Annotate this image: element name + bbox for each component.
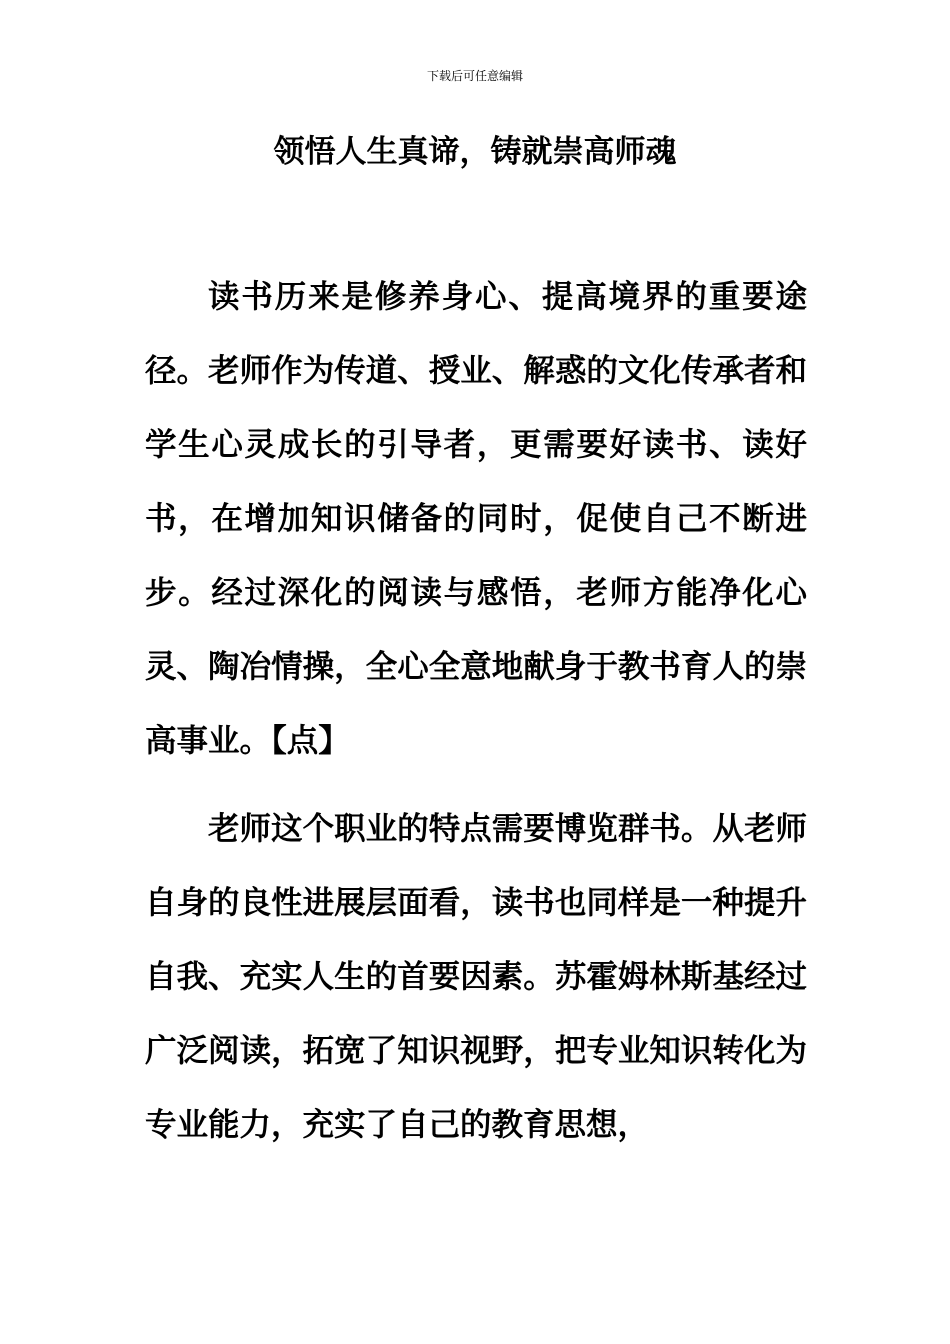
body-paragraph: 读书历来是修养身心、提高境界的重要途径。老师作为传道、授业、解惑的文化传承者和学生心灵成长的引导者，更需要好读书、读好书，在增加知识储备的同时，促使自己不断进步。经过深化的阅读与感悟，老师方能净化心灵、陶冶情操，全心全意地献身于教书育人的崇高事业。【点】	[145, 278, 807, 759]
paragraph-block	[145, 792, 807, 1162]
document-title: 领悟人生真谛，铸就崇高师魂	[273, 134, 677, 170]
body-paragraph: 老师这个职业的特点需要博览群书。从老师自身的良性进展层面看，读书也同样是一种提升自我、充实人生的首要因素。苏霍姆林斯基经过广泛阅读，拓宽了知识视野，把专业知识转化为专业能力，充实了自己的教育思想，	[145, 810, 807, 1143]
paragraph-block	[145, 260, 807, 778]
header-note: 下载后可任意编辑	[426, 69, 523, 83]
